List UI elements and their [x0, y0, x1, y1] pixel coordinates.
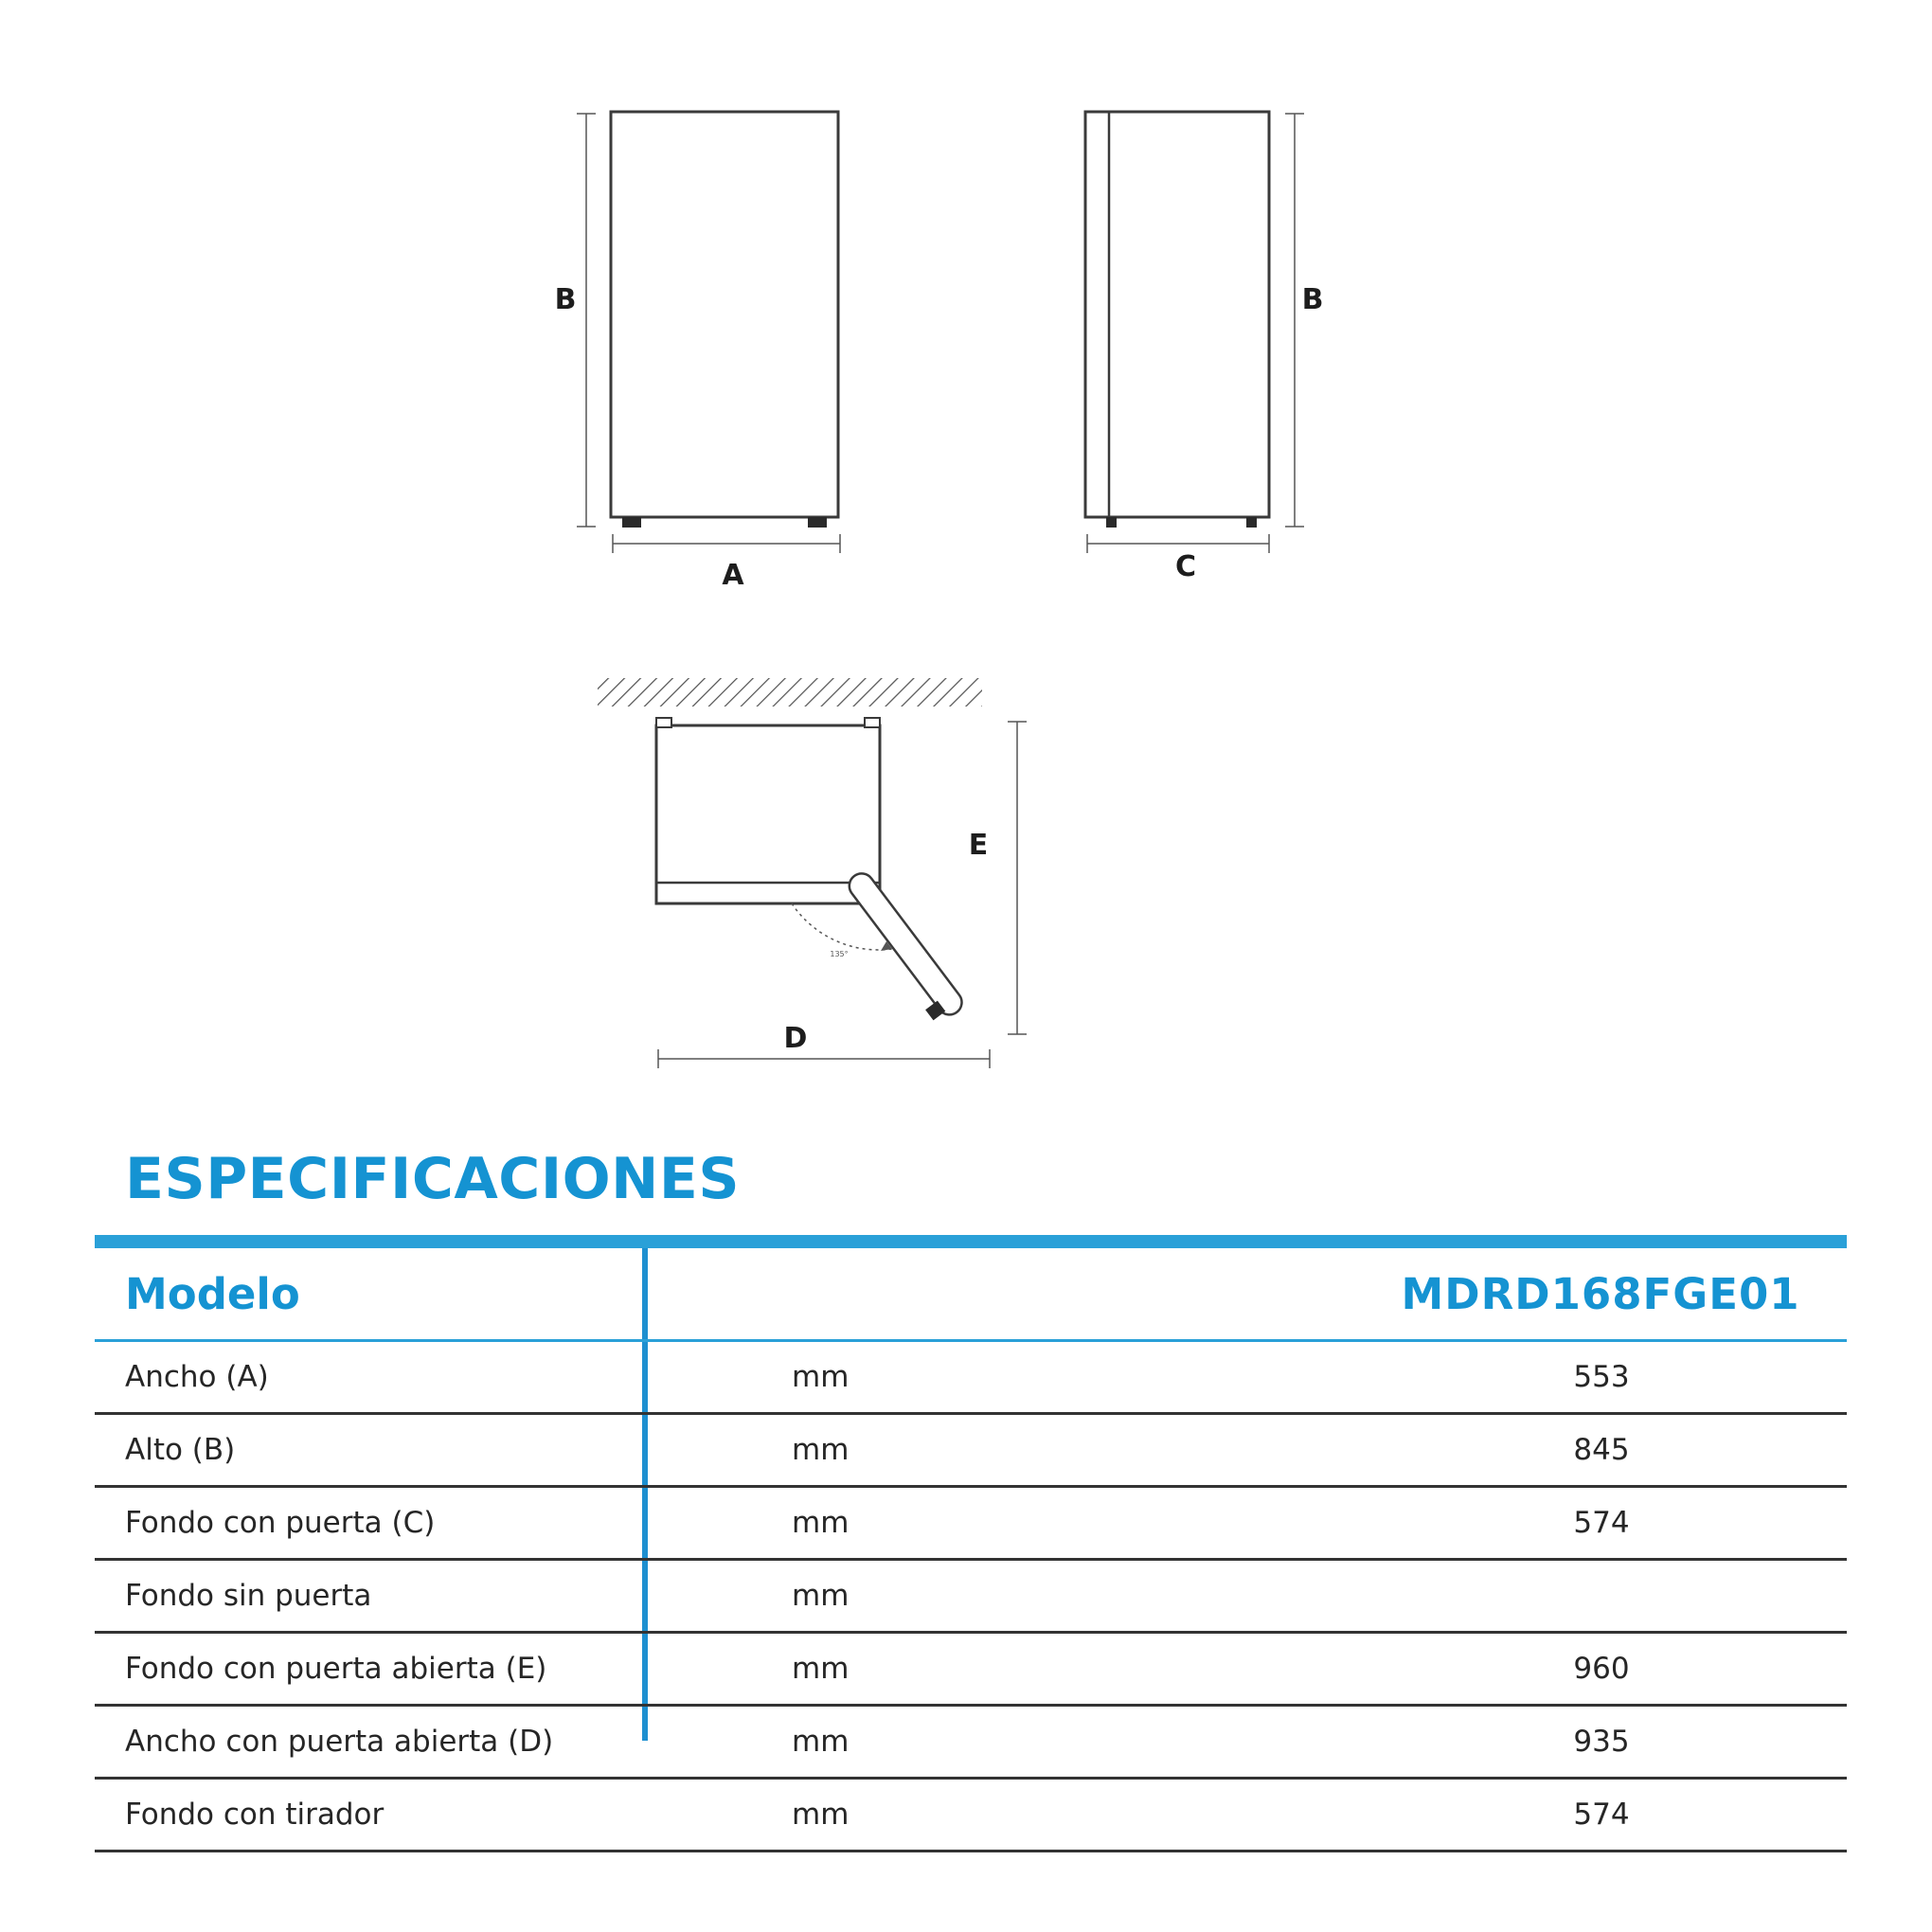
model-header-label: Modelo [125, 1268, 300, 1319]
row-value: 960 [1573, 1652, 1630, 1686]
specs-title: ESPECIFICACIONES [125, 1146, 741, 1212]
row-value: 574 [1573, 1506, 1630, 1540]
hinge-right [865, 718, 880, 727]
table-row [95, 1707, 1847, 1780]
dimension-line-d [658, 1049, 990, 1068]
specs-table [95, 1235, 1847, 1852]
side-view [1085, 112, 1323, 583]
row-value: 845 [1573, 1433, 1630, 1467]
top-view-body [656, 725, 880, 903]
row-unit: mm [792, 1579, 850, 1613]
row-unit: mm [792, 1798, 850, 1832]
dimension-label-d: D [783, 1022, 808, 1055]
dimension-label-b-front: B [554, 283, 577, 316]
side-view-foot-left [1106, 517, 1117, 528]
row-unit: mm [792, 1433, 850, 1467]
dimension-line-b-side [1285, 114, 1304, 527]
dimension-label-b-side: B [1301, 283, 1324, 316]
row-unit: mm [792, 1652, 850, 1686]
side-view-foot-right [1246, 517, 1257, 528]
table-row [95, 1780, 1847, 1852]
table-row [95, 1634, 1847, 1707]
open-door [835, 868, 967, 1027]
row-label: Ancho con puerta abierta (D) [125, 1725, 554, 1759]
row-label: Alto (B) [125, 1433, 236, 1467]
row-label: Fondo con tirador [125, 1798, 385, 1832]
door-angle-label: 135° [830, 950, 849, 958]
dimension-line-a [613, 534, 840, 553]
hinge-left [656, 718, 671, 727]
model-header-value: MDRD168FGE01 [1401, 1268, 1800, 1319]
table-row [95, 1415, 1847, 1488]
front-view [555, 112, 840, 592]
row-unit: mm [792, 1360, 850, 1394]
table-top-rule [95, 1235, 1847, 1248]
dimension-label-a: A [722, 559, 744, 592]
row-unit: mm [792, 1725, 850, 1759]
side-view-body [1085, 112, 1269, 517]
dimension-line-e [1008, 722, 1027, 1034]
row-label: Fondo con puerta abierta (E) [125, 1652, 547, 1686]
row-value [1474, 1561, 1729, 1631]
front-view-body [611, 112, 838, 517]
row-label: Ancho (A) [125, 1360, 269, 1394]
row-label: Fondo con puerta (C) [125, 1506, 436, 1540]
top-view [598, 678, 1027, 1068]
row-value: 935 [1573, 1725, 1630, 1759]
row-value: 553 [1573, 1360, 1630, 1394]
table-header-row [95, 1248, 1847, 1342]
wall-hatch [598, 678, 982, 707]
front-view-foot-right [808, 517, 827, 528]
table-row [95, 1561, 1847, 1634]
row-value: 574 [1573, 1798, 1630, 1832]
dimension-label-c: C [1174, 550, 1197, 583]
dimension-label-e: E [968, 829, 989, 862]
front-view-foot-left [622, 517, 641, 528]
row-label: Fondo sin puerta [125, 1579, 372, 1613]
dimension-line-b-front [577, 114, 596, 527]
row-unit: mm [792, 1506, 850, 1540]
table-row [95, 1488, 1847, 1561]
table-row [95, 1342, 1847, 1415]
